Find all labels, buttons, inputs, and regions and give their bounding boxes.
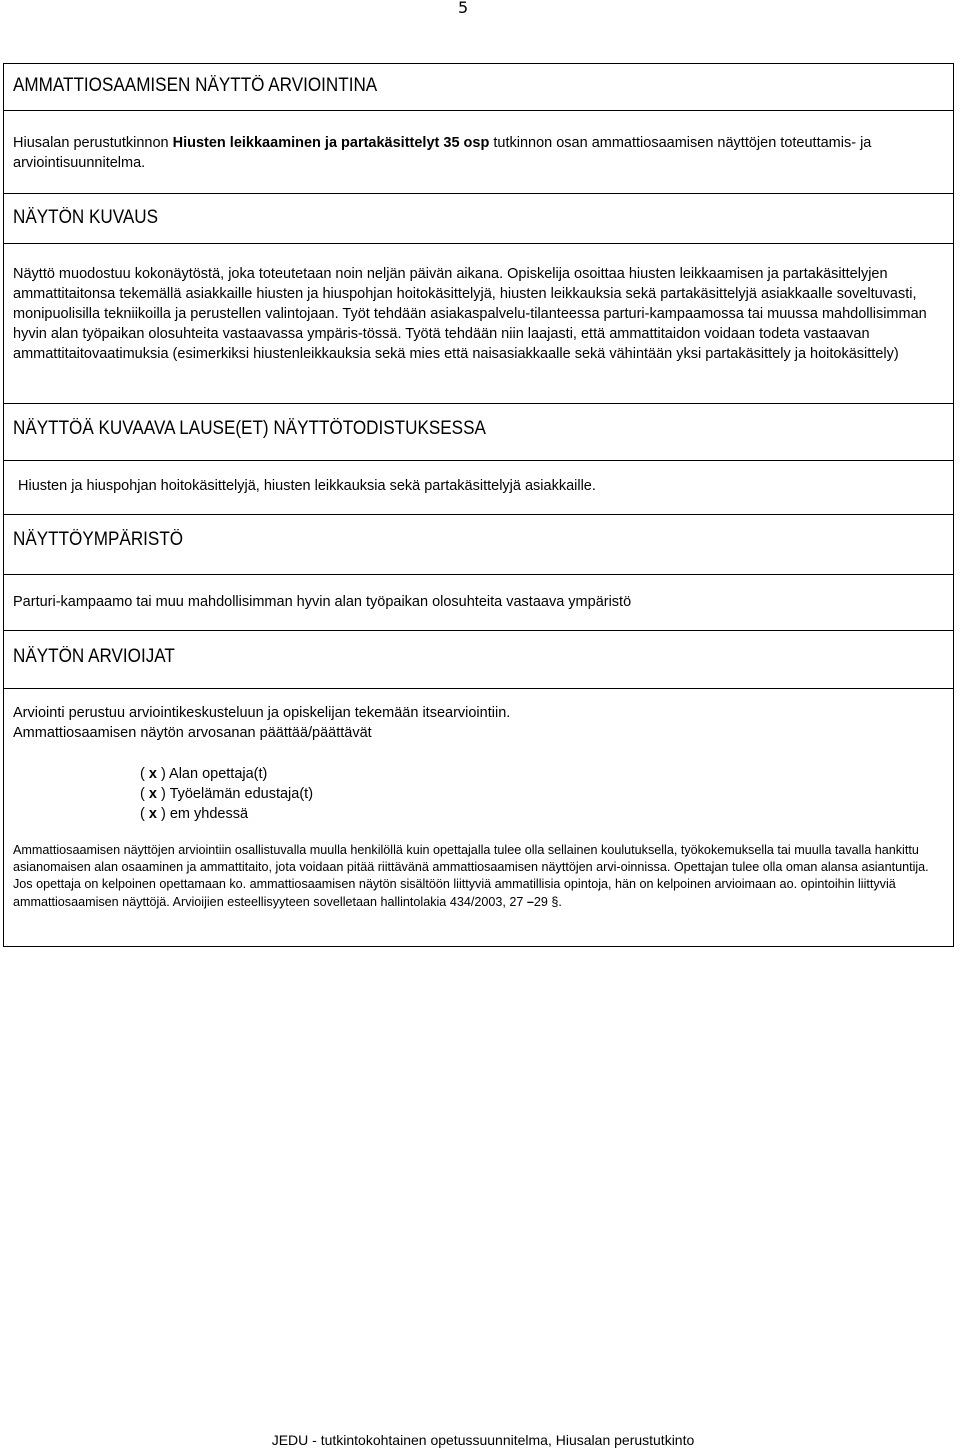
intro-bold: Hiusten leikkaaminen ja partakäsittelyt 35 osp — [172, 135, 490, 151]
intro-pre: Hiusalan perustutkinnon — [13, 135, 173, 151]
divider — [3, 243, 954, 244]
option-tyoelaman-edustaja: ( x ) Työelämän edustaja(t) — [140, 786, 314, 802]
arvioijat-line-2: Ammattiosaamisen näytön arvosanan päättää/päättävät — [13, 725, 372, 741]
note-end: 29 §. — [533, 894, 562, 909]
page-footer: JEDU - tutkintokohtainen opetussuunnitelma, Hiusalan perustutkinto — [271, 1432, 695, 1448]
divider — [3, 514, 954, 515]
note-dash: – — [526, 894, 534, 909]
option-label: Työelämän edustaja(t) — [169, 786, 314, 802]
arvioijat-line-1: Arviointi perustuu arviointikeskusteluun ja opiskelijan tekemään itsearviointiin. — [13, 705, 511, 721]
option-mark: x — [148, 806, 157, 822]
kuvaus-heading: NÄYTÖN KUVAUS — [13, 207, 159, 228]
ymparisto-paragraph: Parturi-kampaamo tai muu mahdollisimman hyvin alan työpaikan olosuhteita vastaava ympäristö — [13, 594, 632, 610]
option-label: Alan opettaja(t) — [169, 766, 268, 782]
intro-post: tutkinnon osan ammattiosaamisen näyttöjen toteuttamis- ja arviointisuunnitelma. — [13, 135, 872, 171]
page-number: 5 — [458, 0, 469, 17]
arvioijat-heading: NÄYTÖN ARVIOIJAT — [13, 646, 175, 667]
divider — [3, 630, 954, 631]
divider — [3, 403, 954, 404]
intro-paragraph — [13, 133, 938, 173]
ymparisto-heading: NÄYTTÖYMPÄRISTÖ — [13, 529, 184, 550]
divider — [3, 688, 954, 689]
divider — [3, 110, 954, 111]
option-em-yhdessa: ( x ) em yhdessä — [140, 806, 249, 822]
option-alan-opettaja: ( x ) Alan opettaja(t) — [140, 766, 268, 782]
option-label: em yhdessä — [169, 806, 249, 822]
note-text: Ammattiosaamisen näyttöjen arviointiin osallistuvalla muulla henkilöllä kuin opettajalla tulee olla sellainen koulutuksella, työkokemuksella tai muulla tavalla hankittu asianomaisen alan osaaminen ja ammattitaito, jota voidaan pitää riittävänä ammattiosaamisen näyttöjen arvi-oinnissa. Opettajan tulee olla oman alansa asiantuntija. Jos opettaja on kelpoinen opettamaan ko. ammattiosaamisen näytön sisältöön liittyviä ammatillisia opintoja, hän on kelpoinen arvioimaan ao. opintoihin liittyviä ammattiosaamisen näyttöjä. Arvioijien esteellisyyteen sovelletaan hallintolakia 434/2003, 27 — [13, 843, 929, 909]
arvioijat-note — [13, 842, 943, 911]
lause-heading: NÄYTTÖÄ KUVAAVA LAUSE(ET) NÄYTTÖTODISTUKSESSA — [13, 418, 486, 439]
option-mark: x — [148, 766, 157, 782]
evaluator-options — [140, 764, 313, 824]
divider — [3, 460, 954, 461]
option-mark: x — [148, 786, 157, 802]
divider — [3, 193, 954, 194]
divider — [3, 574, 954, 575]
kuvaus-paragraph: Näyttö muodostuu kokonäytöstä, joka toteutetaan noin neljän päivän aikana. Opiskelija osoittaa hiusten leikkaamisen ja partakäsittelyjen ammattitaitonsa tekemällä asiakkaille hiusten ja hiuspohjan hoitokäsittelyjä, hiusten leikkauksia sekä partakäsittelyjä asiakkaalle soveltuvasti, monipuolisilla tekniikoilla ja perustellen valintojaan. Työt tehdään asiakaspalvelu-tilanteessa parturi-kampaamossa tai muussa mahdollisimman hyvin alan työpaikan olosuhteita vastaavassa ympäris-tössä. Työtä tehdään niin laajasti, että ammattitaidon voidaan todeta vastaavan ammattitaitovaatimuksia (esimerkiksi hiustenleikkauksia sekä mies että naisasiakkaalle sekä vähintään yksi partakäsittely ja hoitokäsittely) — [13, 266, 927, 362]
lause-paragraph: Hiusten ja hiuspohjan hoitokäsittelyjä, hiusten leikkauksia sekä partakäsittelyjä asiakkaille. — [18, 478, 596, 494]
document-title: AMMATTIOSAAMISEN NÄYTTÖ ARVIOINTINA — [13, 75, 378, 96]
